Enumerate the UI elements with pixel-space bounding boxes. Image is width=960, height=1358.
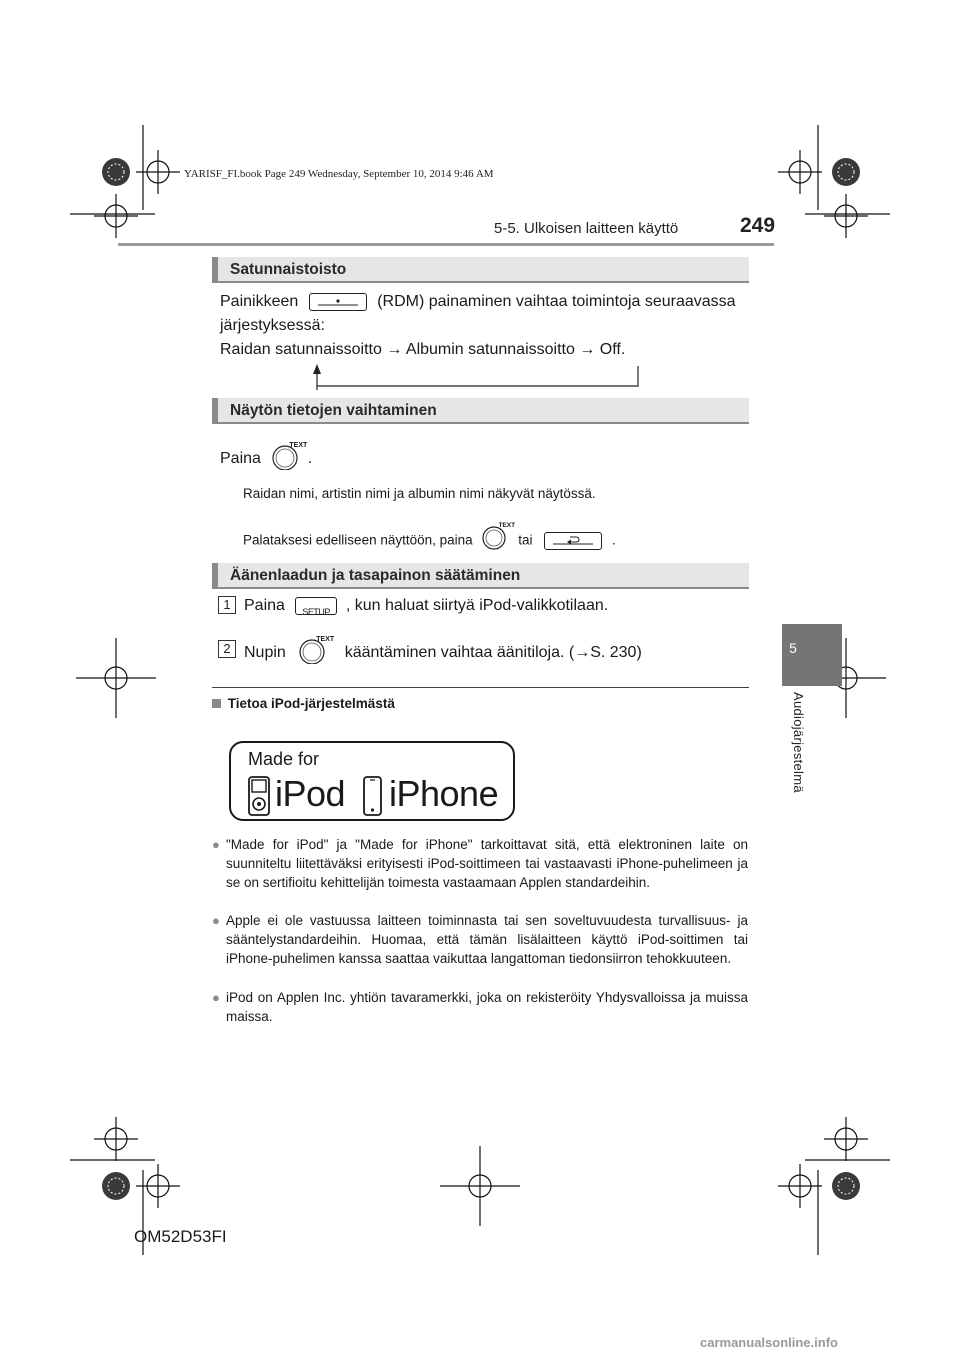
ipod-heading-text: Tietoa iPod-järjestelmästä [227, 696, 395, 711]
book-info: YARISF_FI.book Page 249 Wednesday, September 10, 2014 9:46 AM [184, 168, 494, 180]
display-press-end: . [307, 450, 313, 468]
step-2-text [244, 638, 642, 668]
step-2-end: kääntäminen vaihtaa äänitiloja. (→S. 230) [344, 644, 642, 662]
display-note2-or: tai [518, 532, 533, 548]
page-number: 249 [740, 214, 776, 237]
ipod-device-icon [247, 775, 273, 819]
manual-code: OM52D53FI [134, 1227, 227, 1246]
setup-button-icon [295, 597, 337, 615]
display-note2 [243, 522, 616, 556]
note-bullet-icon: ● [212, 837, 220, 852]
step-1-text [244, 594, 608, 618]
step-2-start: Nupin [244, 644, 286, 662]
iphone-device-icon [362, 775, 384, 819]
logo-made-for: Made for [248, 749, 320, 769]
text-knob-label: TEXT [289, 442, 308, 449]
display-note2-end: . [612, 532, 616, 548]
heading-display [212, 398, 749, 424]
random-sequence: Raidan satunnaissoitto → Albumin satunnaissoitto → Off. [220, 341, 626, 358]
back-button-icon [544, 532, 602, 550]
step-1-badge: 1 [218, 596, 236, 614]
section-title: 5-5. Ulkoisen laitteen käyttö [494, 220, 679, 237]
note-bullet-icon: ● [212, 990, 220, 1005]
ipod-note-2: Apple ei ole vastuussa laitteen toiminnasta tai sen soveltuvuudesta turvallisuus- ja sääntelystandardeihin. Huomaa, että tämän lisälaitteen käyttö iPod-soittimen tai iPhone-puhelimen kanssa saattaa vaikuttaa langattoman tiedonsiirron tehokkuuteen. [226, 913, 748, 966]
text-knob-small-label: TEXT [498, 522, 516, 529]
display-press-text: Paina [220, 450, 261, 468]
heading-random [212, 257, 749, 283]
ipod-heading [212, 696, 395, 711]
step-2-badge: 2 [218, 640, 236, 658]
logo-ipod: iPod [275, 773, 346, 814]
text-knob-icon [269, 442, 308, 474]
random-paragraph [220, 290, 750, 314]
setup-button-label: SETUP [302, 606, 330, 617]
heading-random-text: Satunnaistoisto [230, 261, 347, 278]
ipod-note-1: "Made for iPod" ja "Made for iPhone" tarkoittavat sitä, että elektroninen laite on suunniteltu liitettäväksi erityisesti iPod-soittimeen tai vastaavasti iPhone-puhelimeen ja se on sertifioitu kehittelijän toimesta vastaamaan Applen standardeihin. [226, 837, 748, 890]
note-bullet-icon: ● [212, 913, 220, 928]
made-for-ipod-iphone-logo [229, 741, 515, 821]
sequence-loop-arrow [305, 362, 645, 392]
display-note2-start: Palataksesi edelliseen näyttöön, paina [243, 532, 473, 548]
heading-sound [212, 563, 749, 589]
section-divider [212, 687, 749, 688]
heading-display-text: Näytön tietojen vaihtaminen [230, 402, 437, 419]
square-bullet-icon [212, 699, 221, 708]
watermark: carmanualsonline.info [700, 1335, 838, 1350]
text-knob-icon-step2 [294, 638, 340, 668]
heading-sound-text: Äänenlaadun ja tasapainon säätäminen [230, 567, 521, 584]
logo-iphone: iPhone [389, 773, 499, 814]
random-text-end: (RDM) painaminen vaihtaa toimintoja seuraavassa [377, 293, 736, 310]
display-note1: Raidan nimi, artistin nimi ja albumin nimi näkyvät näytössä. [243, 486, 596, 501]
random-paragraph-line2: järjestyksessä: [220, 317, 325, 334]
step-1-start: Paina [244, 597, 285, 614]
random-text-start: Painikkeen [220, 293, 299, 310]
ipod-note-3: iPod on Applen Inc. yhtiön tavaramerkki, joka on rekisteröity Yhdysvalloissa ja muissa maissa. [226, 990, 748, 1024]
chapter-number: 5 [789, 640, 797, 656]
header-rule [118, 243, 774, 246]
chapter-title: Audiojärjestelmä [791, 692, 806, 793]
rdm-button-icon [309, 293, 367, 311]
text-knob-icon-small [480, 522, 516, 556]
display-press-line [220, 444, 312, 474]
step-1-end: , kun haluat siirtyä iPod-valikkotilaan. [345, 597, 609, 614]
text-knob-step2-label: TEXT [316, 636, 335, 643]
